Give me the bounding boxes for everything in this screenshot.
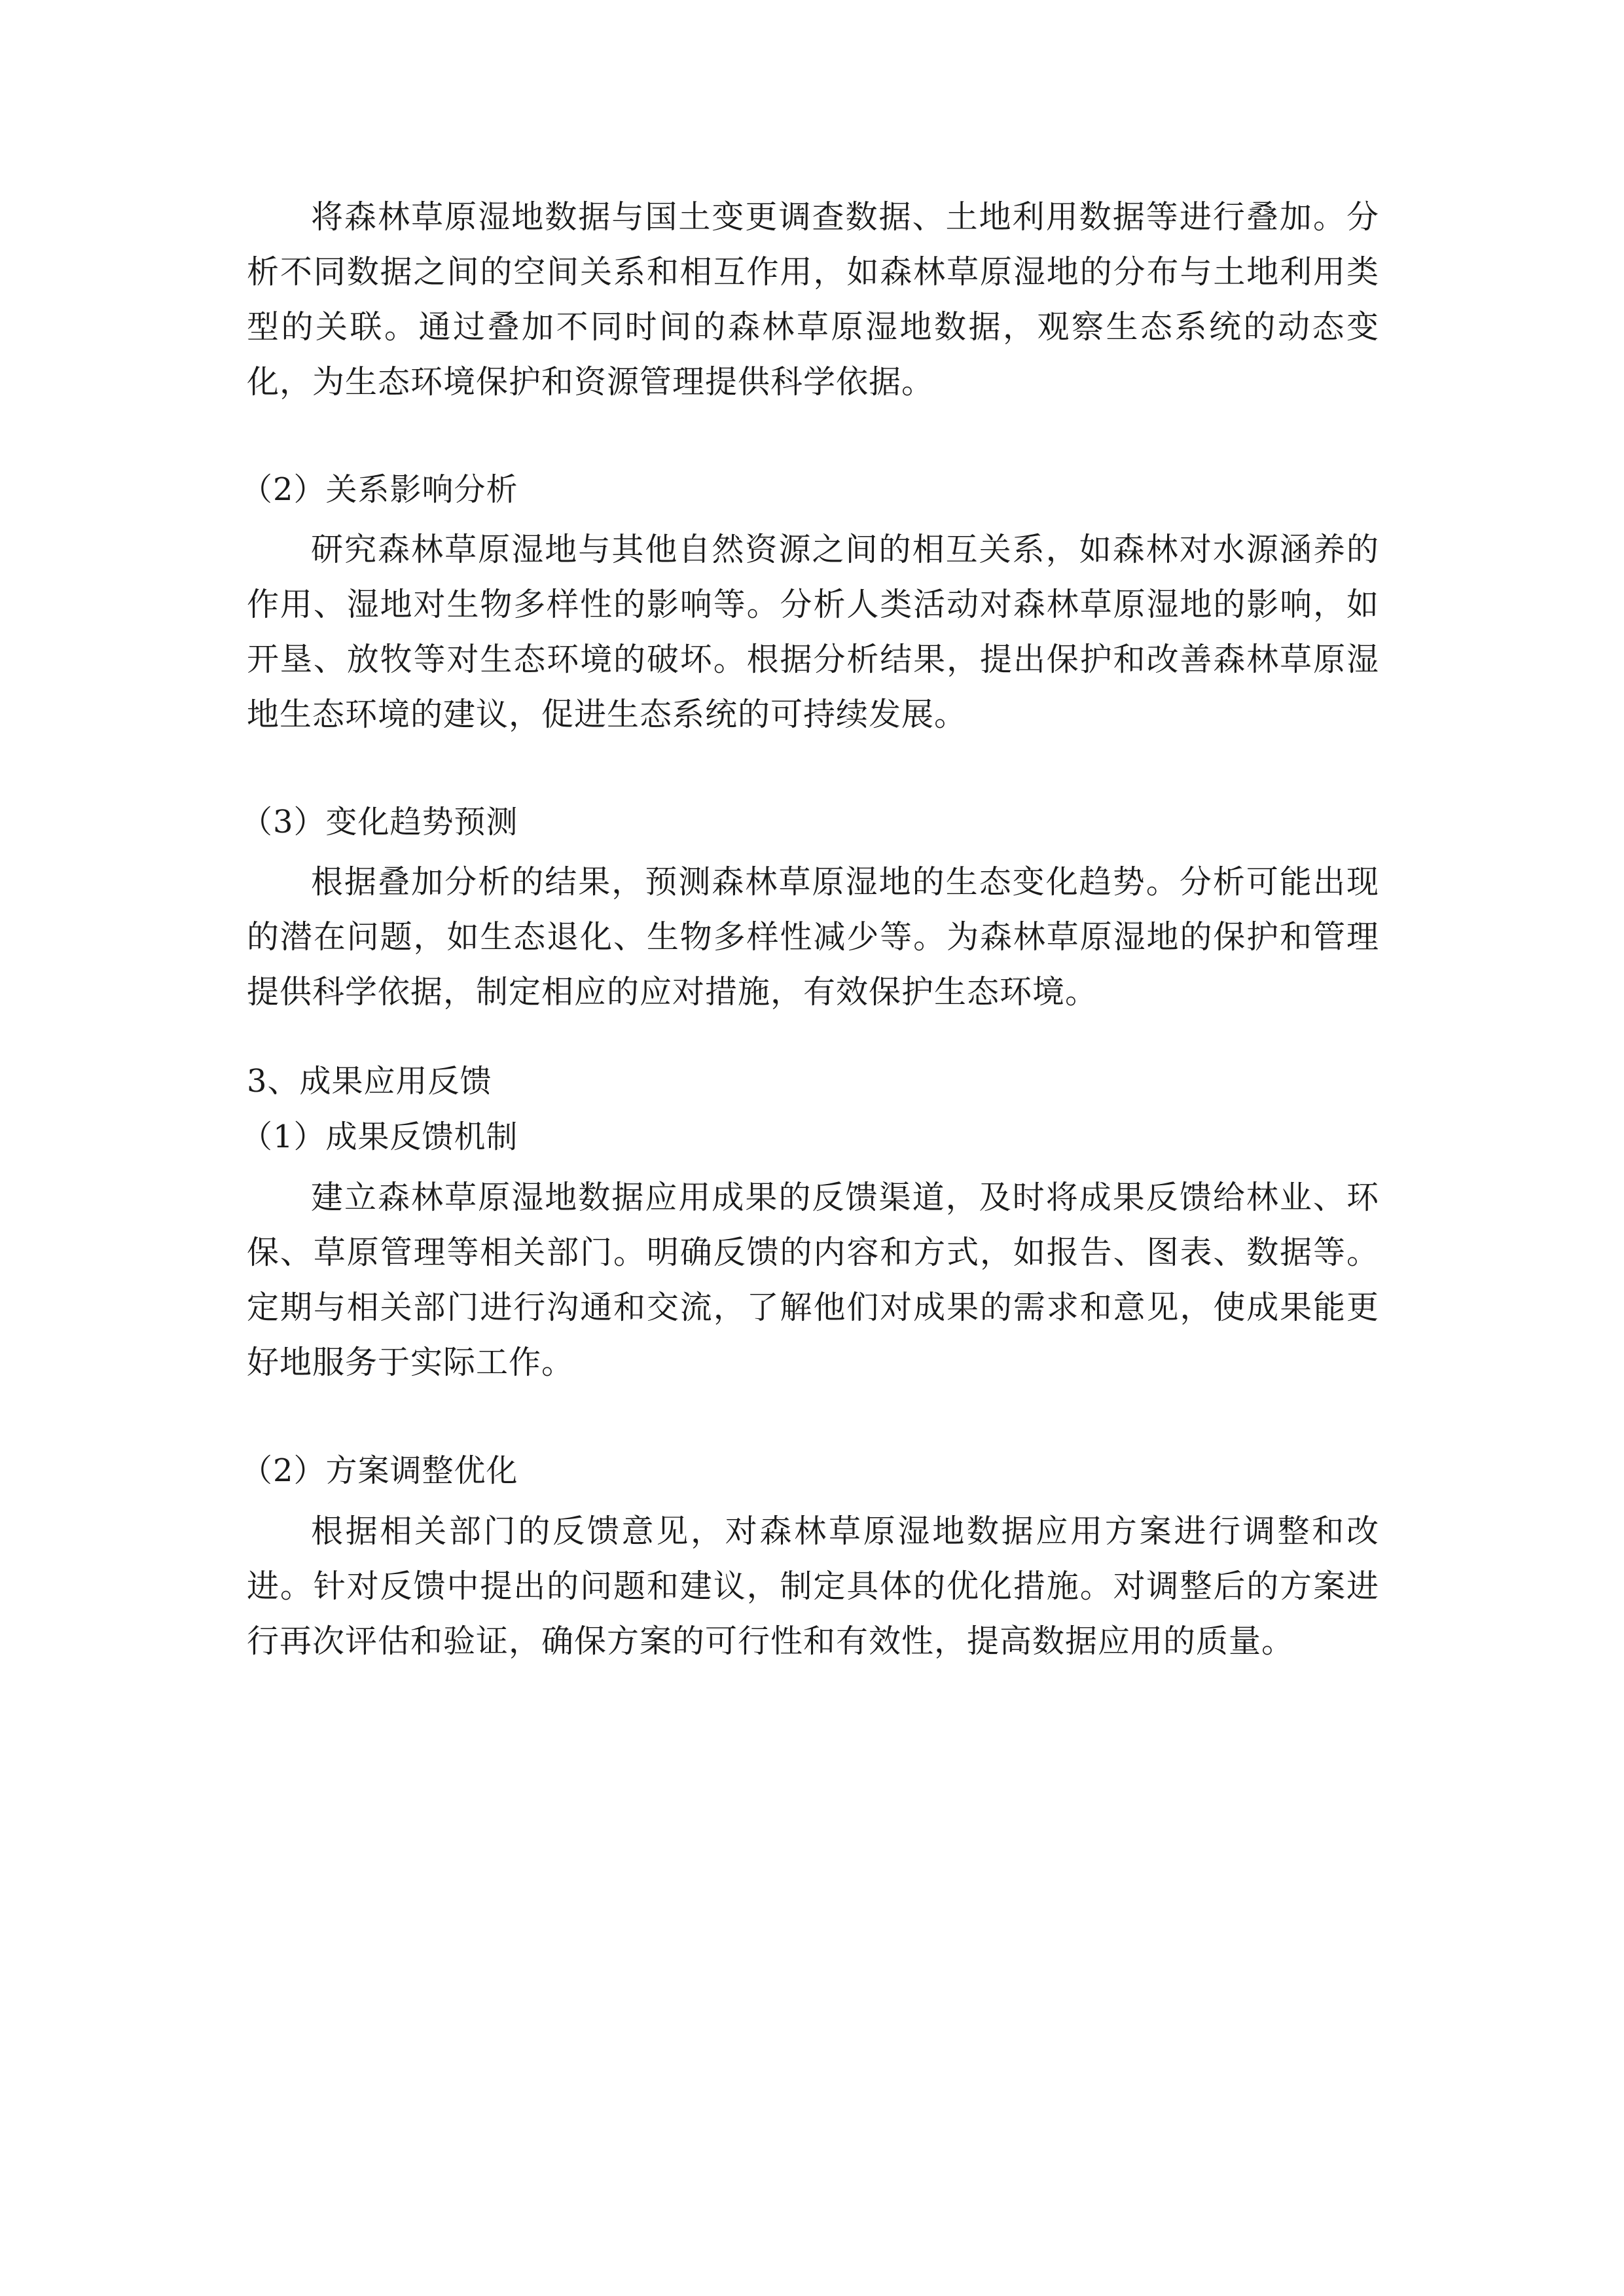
heading-feedback-mechanism (241, 1117, 1373, 1157)
paragraph-relation-impact (247, 522, 1379, 742)
heading-trend-prediction (241, 802, 1373, 842)
paragraph-text: 根据相关部门的反馈意见，对森林草原湿地数据应用方案进行调整和改进。针对反馈中提出的问题和建议，制定具体的优化措施。对调整后的方案进行再次评估和验证，确保方案的可行性和有效性，提高数据应用的质量。 (247, 1513, 1379, 1660)
paragraph-text: 建立森林草原湿地数据应用成果的反馈渠道，及时将成果反馈给林业、环保、草原管理等相关部门。明确反馈的内容和方式，如报告、图表、数据等。定期与相关部门进行沟通和交流，了解他们对成果的需求和意见，使成果能更好地服务于实际工作。 (247, 1179, 1379, 1381)
paragraph-overlay-analysis (247, 190, 1379, 410)
heading-text: （2）方案调整优化 (241, 1452, 518, 1489)
heading-relation-impact (241, 470, 1373, 509)
heading-text: （1）成果反馈机制 (241, 1119, 518, 1155)
paragraph-feedback-mechanism (247, 1170, 1379, 1390)
heading-plan-optimization (241, 1451, 1373, 1490)
heading-text: （3）变化趋势预测 (241, 804, 518, 840)
section-heading-text: 3、成果应用反馈 (247, 1063, 492, 1100)
heading-text: （2）关系影响分析 (241, 471, 518, 508)
paragraph-plan-optimization (247, 1504, 1379, 1669)
paragraph-text: 研究森林草原湿地与其他自然资源之间的相互关系，如森林对水源涵养的作用、湿地对生物多样性的影响等。分析人类活动对森林草原湿地的影响，如开垦、放牧等对生态环境的破坏。根据分析结果，提出保护和改善森林草原湿地生态环境的建议，促进生态系统的可持续发展。 (247, 531, 1379, 733)
paragraph-trend-prediction (247, 855, 1379, 1020)
paragraph-text: 将森林草原湿地数据与国土变更调查数据、土地利用数据等进行叠加。分析不同数据之间的空间关系和相互作用，如森林草原湿地的分布与土地利用类型的关联。通过叠加不同时间的森林草原湿地数据，观察生态系统的动态变化，为生态环境保护和资源管理提供科学依据。 (247, 198, 1379, 401)
paragraph-text: 根据叠加分析的结果，预测森林草原湿地的生态变化趋势。分析可能出现的潜在问题，如生态退化、生物多样性减少等。为森林草原湿地的保护和管理提供科学依据，制定相应的应对措施，有效保护生态环境。 (247, 863, 1379, 1011)
section-heading-feedback (247, 1062, 1379, 1101)
